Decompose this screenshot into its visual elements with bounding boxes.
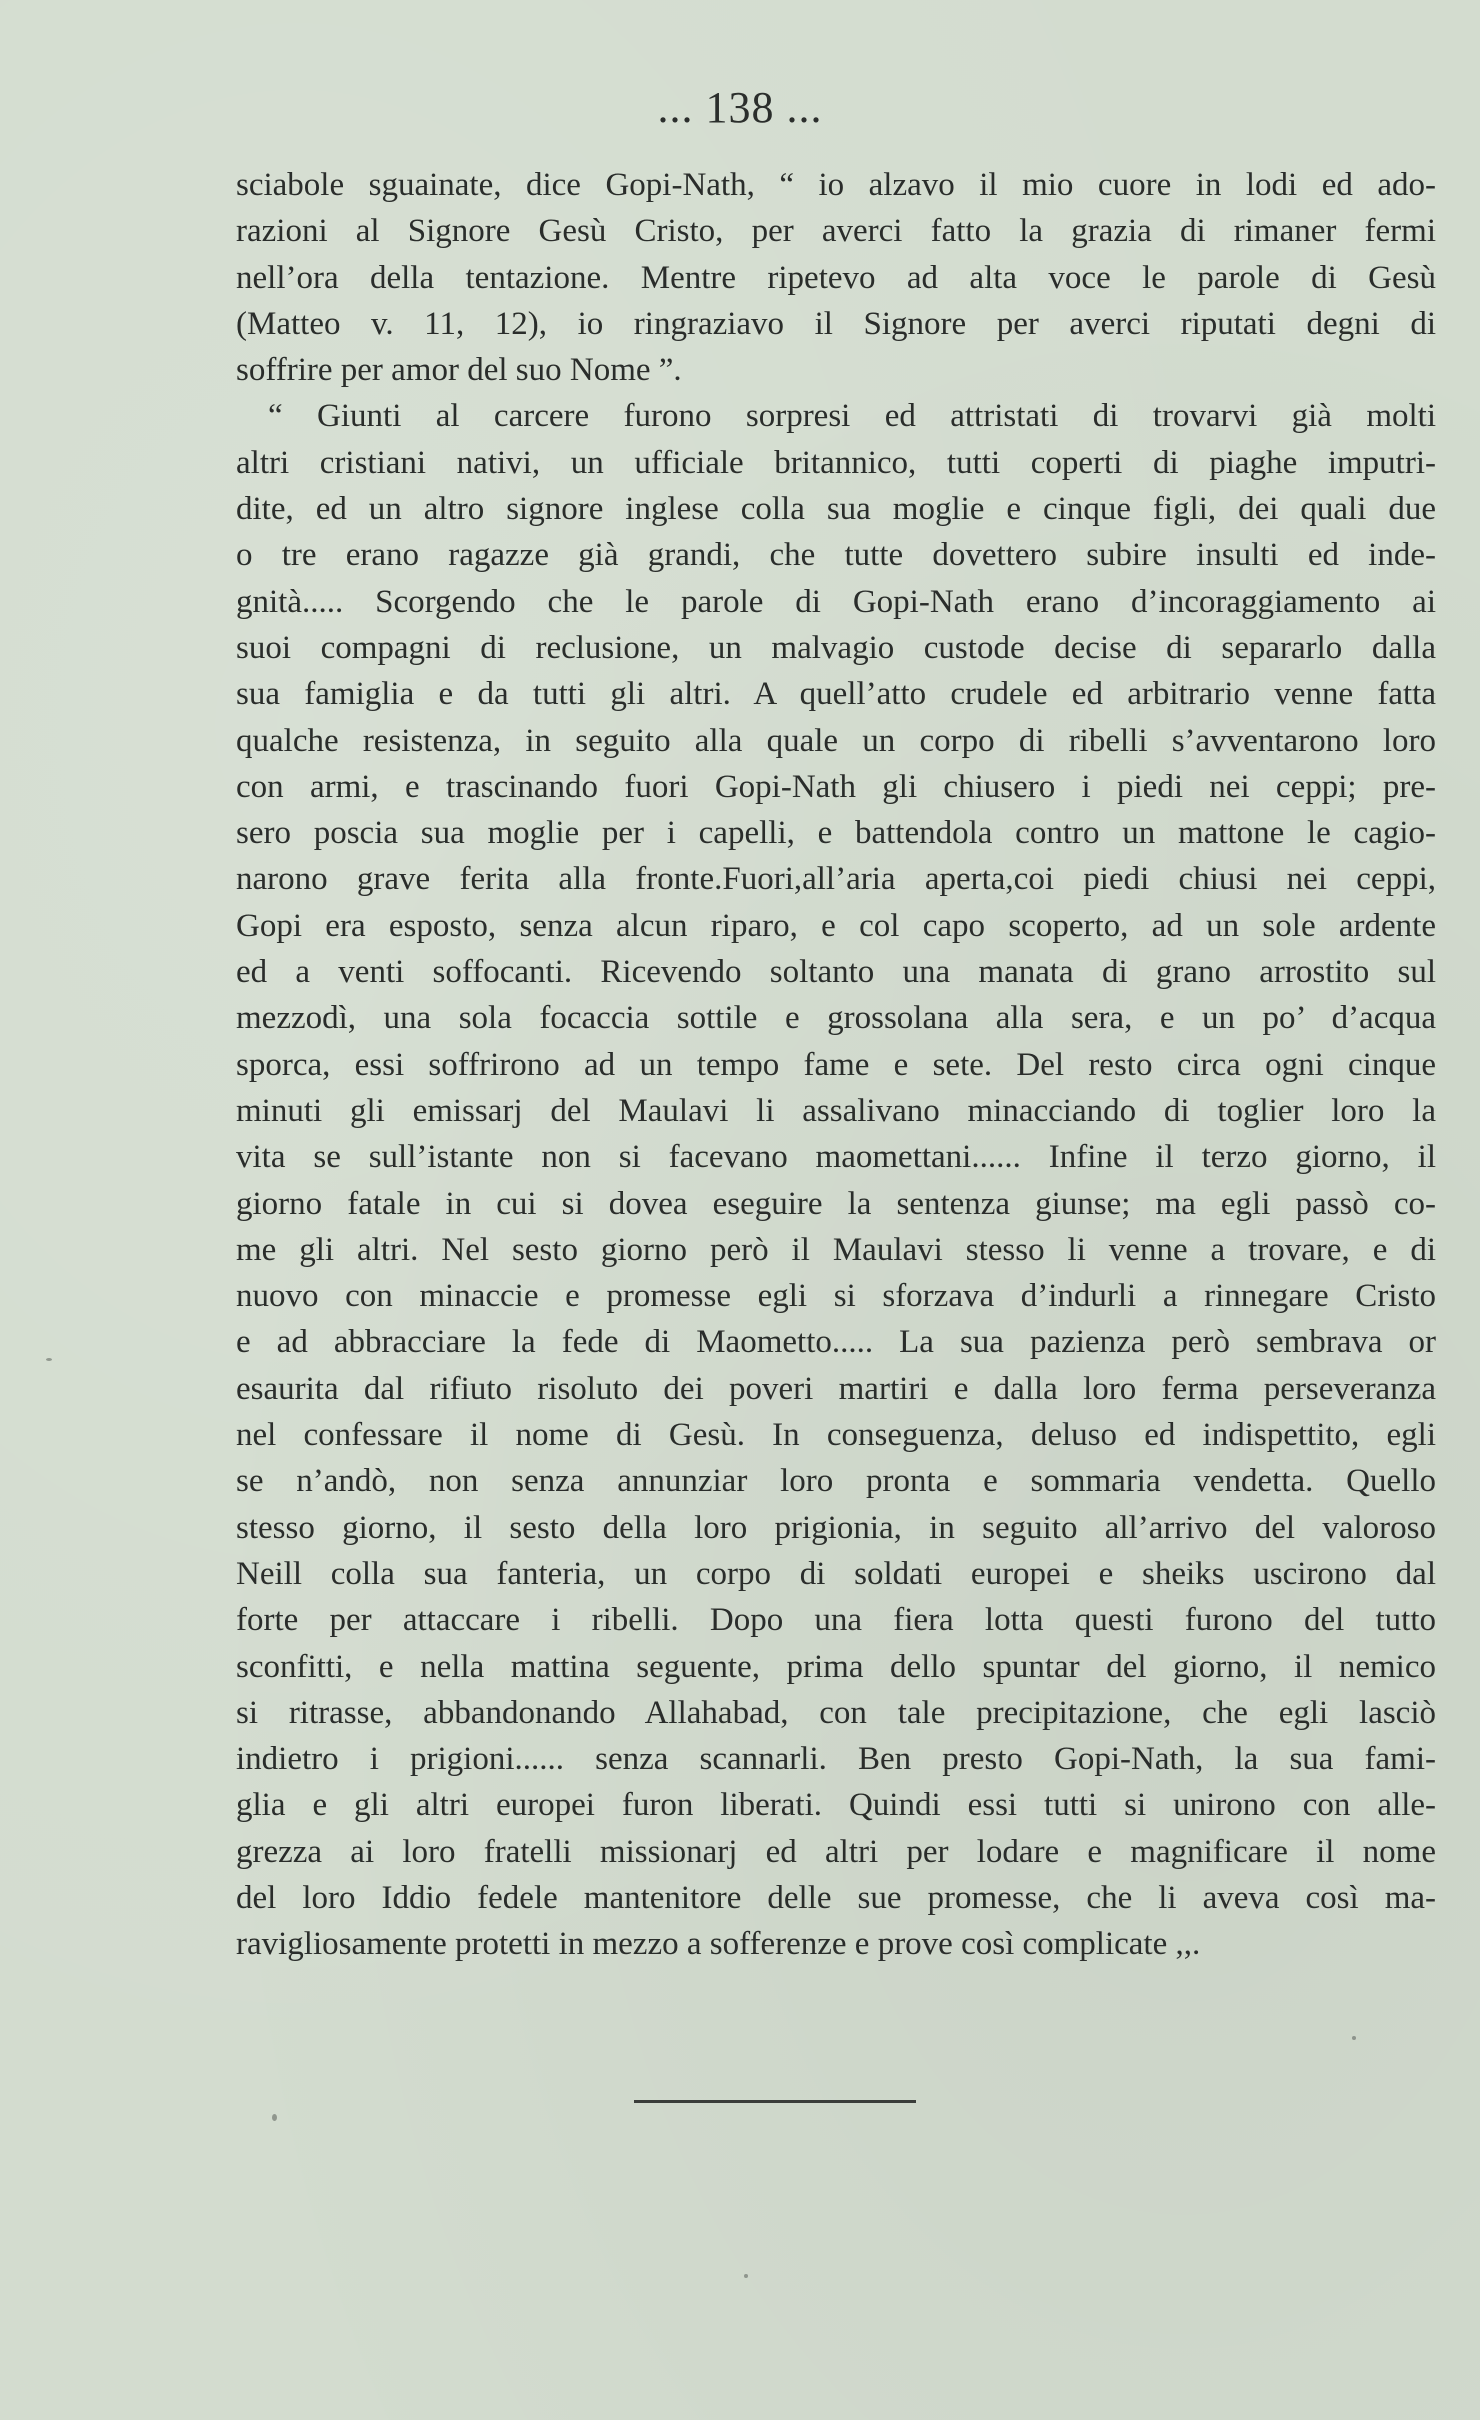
text-line: mezzodì, una sola focaccia sottile e grossolana alla sera, e un po’ d’acqua [236,1000,1436,1037]
text-line: qualche resistenza, in seguito alla quale un corpo di ribelli s’avventarono loro [236,722,1436,759]
text-line: (Matteo v. 11, 12), io ringraziavo il Signore per averci riputati degni di [236,305,1436,342]
text-line: forte per attaccare i ribelli. Dopo una fiera lotta questi furono del tutto [236,1602,1436,1639]
text-line: “ Giunti al carcere furono sorpresi ed attristati di trovarvi già molti [268,398,1436,435]
text-line: sporca, essi soffrirono ad un tempo fame e sete. Del resto circa ogni cinque [236,1046,1436,1083]
text-line: sua famiglia e da tutti gli altri. A quell’atto crudele ed arbitrario venne fatta [236,676,1436,713]
text-line: stesso giorno, il sesto della loro prigionia, in seguito all’arrivo del valoroso [236,1509,1436,1546]
text-line: con armi, e trascinando fuori Gopi-Nath gli chiusero i piedi nei ceppi; pre- [236,768,1436,805]
text-line: narono grave ferita alla fronte.Fuori,all’aria aperta,coi piedi chiusi nei ceppi, [236,861,1436,898]
text-line: suoi compagni di reclusione, un malvagio custode decise di separarlo dalla [236,629,1436,666]
text-line: giorno fatale in cui si dovea eseguire la sentenza giunse; ma egli passò co- [236,1185,1436,1222]
text-line: gnità..... Scorgendo che le parole di Gopi-Nath erano d’incoraggiamento ai [236,583,1436,620]
text-line: soffrire per amor del suo Nome ”. [236,352,682,389]
text-line: grezza ai loro fratelli missionarj ed altri per lodare e magnificare il nome [236,1833,1436,1870]
text-line: razioni al Signore Gesù Cristo, per averci fatto la grazia di rimaner fermi [236,213,1436,250]
text-line: del loro Iddio fedele mantenitore delle sue promesse, che li aveva così ma- [236,1879,1436,1916]
paper-speck [744,2274,748,2278]
text-line: ravigliosamente protetti in mezzo a sofferenze e prove così complicate ,,. [236,1926,1201,1963]
text-line: esaurita dal rifiuto risoluto dei poveri martiri e dalla loro ferma perseveranza [236,1370,1436,1407]
text-line: vita se sull’istante non si facevano maomettani...... Infine il terzo giorno, il [236,1139,1436,1176]
paper-speck [1352,2036,1356,2040]
page-number: ... 138 ... [657,83,823,132]
text-line: me gli altri. Nel sesto giorno però il Maulavi stesso li venne a trovare, e di [236,1231,1436,1268]
text-line: indietro i prigioni...... senza scannarli. Ben presto Gopi-Nath, la sua fami- [236,1741,1436,1778]
text-line: nell’ora della tentazione. Mentre ripetevo ad alta voce le parole di Gesù [236,259,1436,296]
text-line: sconfitti, e nella mattina seguente, prima dello spuntar del giorno, il nemico [236,1648,1436,1685]
text-line: minuti gli emissarj del Maulavi li assalivano minacciando di toglier loro la [236,1092,1436,1129]
paper-speck [272,2114,277,2121]
text-line: sciabole sguainate, dice Gopi-Nath, “ io alzavo il mio cuore in lodi ed ado- [236,167,1436,203]
text-line: e ad abbracciare la fede di Maometto..... La sua pazienza però sembrava or [236,1324,1436,1361]
text-line: altri cristiani nativi, un ufficiale britannico, tutti coperti di piaghe imputri- [236,444,1436,481]
text-line: dite, ed un altro signore inglese colla sua moglie e cinque figli, dei quali due [236,491,1436,528]
section-divider [634,2100,916,2103]
text-line: nuovo con minaccie e promesse egli si sforzava d’indurli a rinnegare Cristo [236,1278,1436,1315]
text-line: ed a venti soffocanti. Ricevendo soltanto una manata di grano arrostito sul [236,954,1436,991]
text-line: nel confessare il nome di Gesù. In conseguenza, deluso ed indispettito, egli [236,1417,1436,1454]
text-line: sero poscia sua moglie per i capelli, e battendola contro un mattone le cagio- [236,815,1436,852]
body-text [236,162,1436,1968]
text-line: se n’andò, non senza annunziar loro pronta e sommaria vendetta. Quello [236,1463,1436,1500]
paper-speck [46,1358,52,1361]
text-line: Gopi era esposto, senza alcun riparo, e col capo scoperto, ad un sole ardente [236,907,1436,944]
text-line: glia e gli altri europei furon liberati. Quindi essi tutti si unirono con alle- [236,1787,1436,1824]
text-line: o tre erano ragazze già grandi, che tutte dovettero subire insulti ed inde- [236,537,1436,574]
text-line: Neill colla sua fanteria, un corpo di soldati europei e sheiks uscirono dal [236,1555,1436,1592]
text-line: si ritrasse, abbandonando Allahabad, con tale precipitazione, che egli lasciò [236,1694,1436,1731]
